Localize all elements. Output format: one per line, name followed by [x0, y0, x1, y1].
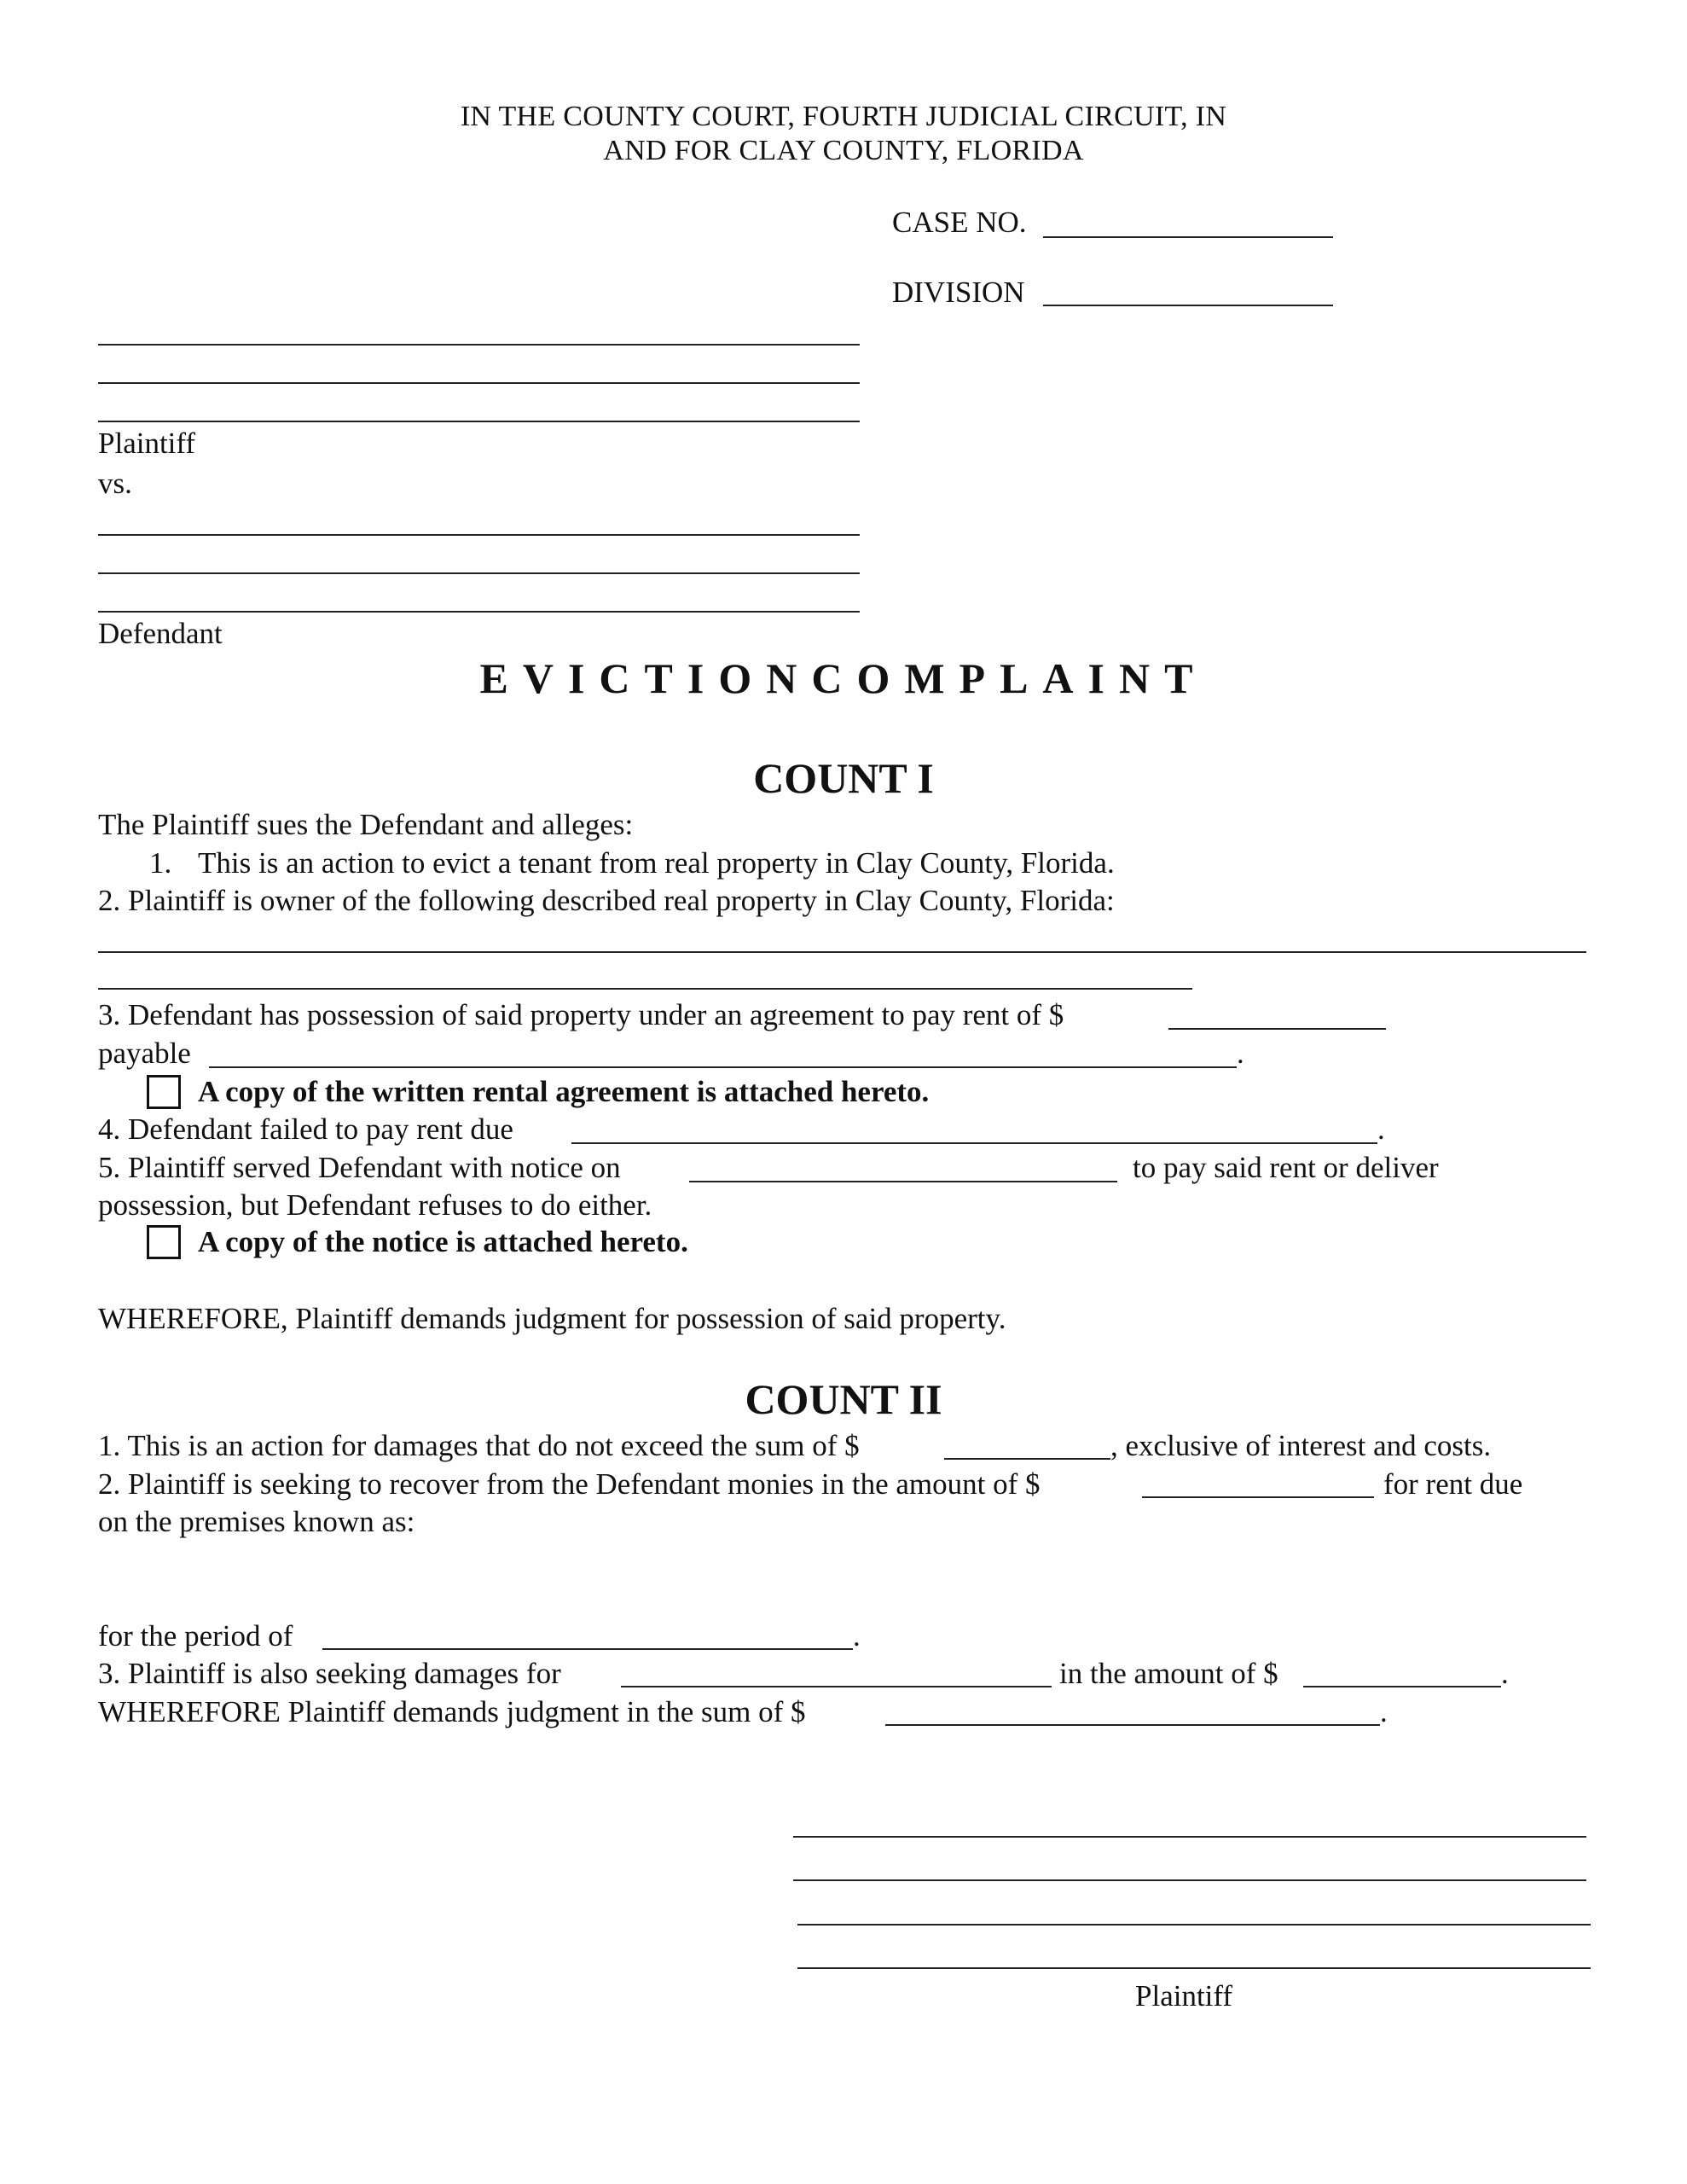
rent-period-end: . [853, 1619, 861, 1653]
other-damages-end: . [1501, 1657, 1509, 1690]
count-2-item-2: 2. Plaintiff is seeking to recover from the Defendant monies in the amount of $ [98, 1467, 1041, 1501]
document-title: EVICTIONCOMPLAINT [479, 654, 1208, 702]
other-damages-amount-field[interactable] [1303, 1686, 1501, 1687]
count-1-item-1-number: 1. [149, 846, 172, 880]
payable-period: . [1237, 1037, 1244, 1070]
count-2-item-1-cont: , exclusive of interest and costs. [1110, 1429, 1492, 1462]
signature-line-2[interactable] [793, 1879, 1586, 1881]
judgment-amount-field[interactable] [885, 1724, 1380, 1726]
defendant-name-line-3[interactable] [98, 611, 860, 613]
rent-due-field[interactable] [571, 1142, 1377, 1144]
count-1-item-5: 5. Plaintiff served Defendant with notice on [98, 1151, 621, 1184]
division-field[interactable] [1043, 305, 1333, 306]
count-2-heading: COUNT II [745, 1375, 942, 1423]
rental-agreement-checkbox[interactable] [147, 1075, 181, 1109]
rent-due-period: . [1377, 1112, 1385, 1146]
signature-plaintiff-label: Plaintiff [1135, 1979, 1233, 2013]
court-name-line1: IN THE COUNTY COURT, FOURTH JUDICIAL CIRCUIT, IN [460, 101, 1227, 132]
signature-line-3[interactable] [797, 1924, 1591, 1926]
damages-limit-field[interactable] [944, 1458, 1110, 1460]
period-label: for the period of [98, 1619, 293, 1653]
case-no-label: CASE NO. [892, 206, 1027, 239]
count-2-item-1: 1. This is an action for damages that do not exceed the sum of $ [98, 1429, 860, 1462]
plaintiff-label: Plaintiff [98, 427, 196, 460]
court-name-line2: AND FOR CLAY COUNTY, FLORIDA [603, 135, 1084, 166]
signature-line-1[interactable] [793, 1836, 1586, 1838]
notice-label: A copy of the notice is attached hereto. [198, 1225, 688, 1258]
count-1-item-1: This is an action to evict a tenant from real property in Clay County, Florida. [198, 846, 1115, 880]
count-2-wherefore: WHEREFORE Plaintiff demands judgment in the sum of $ [98, 1695, 806, 1728]
count-2-item-2-cont: for rent due [1383, 1467, 1523, 1501]
defendant-name-line-2[interactable] [98, 572, 860, 574]
plaintiff-name-line-3[interactable] [98, 421, 860, 422]
count-1-heading: COUNT I [753, 754, 934, 802]
count-1-item-5-line-2: possession, but Defendant refuses to do either. [98, 1188, 652, 1222]
rent-owed-amount-field[interactable] [1142, 1496, 1374, 1498]
count-1-wherefore: WHEREFORE, Plaintiff demands judgment for possession of said property. [98, 1302, 1006, 1335]
count-1-item-2: 2. Plaintiff is owner of the following described real property in Clay County, Florida: [98, 884, 1115, 917]
rental-agreement-label: A copy of the written rental agreement is attached hereto. [198, 1075, 930, 1108]
judgment-amount-end: . [1380, 1695, 1388, 1728]
plaintiff-name-line-2[interactable] [98, 382, 860, 384]
signature-line-4[interactable] [797, 1967, 1591, 1969]
defendant-name-line-1[interactable] [98, 534, 860, 536]
rent-period-field[interactable] [322, 1648, 853, 1650]
rent-amount-field[interactable] [1168, 1028, 1386, 1030]
other-damages-field[interactable] [621, 1686, 1052, 1687]
property-description-line-2[interactable] [98, 988, 1192, 990]
plaintiff-name-line-1[interactable] [98, 344, 860, 346]
count-2-item-2-line-2: on the premises known as: [98, 1505, 415, 1538]
payable-label: payable [98, 1037, 191, 1070]
notice-date-field[interactable] [689, 1181, 1117, 1182]
notice-checkbox[interactable] [147, 1225, 181, 1259]
count-1-intro: The Plaintiff sues the Defendant and alleges: [98, 808, 634, 841]
vs-label: vs. [98, 467, 132, 500]
count-1-item-5-cont: to pay said rent or deliver [1133, 1151, 1439, 1184]
count-2-item-3: 3. Plaintiff is also seeking damages for [98, 1657, 561, 1690]
count-1-item-4: 4. Defendant failed to pay rent due [98, 1112, 513, 1146]
property-description-line-1[interactable] [98, 951, 1586, 953]
case-no-field[interactable] [1043, 236, 1333, 238]
count-2-item-3-cont: in the amount of $ [1059, 1657, 1278, 1690]
payable-terms-field[interactable] [209, 1066, 1237, 1068]
defendant-label: Defendant [98, 617, 223, 650]
division-label: DIVISION [892, 276, 1025, 309]
count-1-item-3: 3. Defendant has possession of said property under an agreement to pay rent of $ [98, 998, 1064, 1031]
